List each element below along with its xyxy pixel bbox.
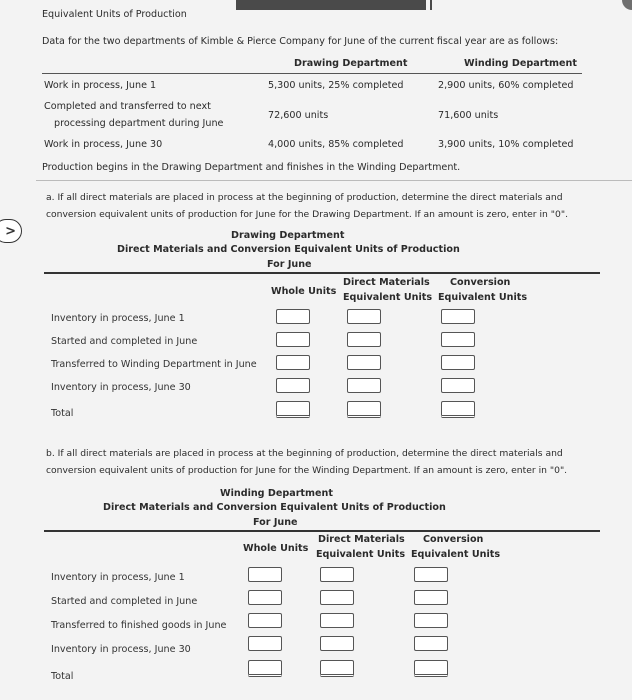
part-b-subtitle: Direct Materials and Conversion Equivalent Units of Production (103, 502, 446, 513)
part-a-whole-input-total[interactable] (276, 401, 310, 418)
row-completed-winding: 71,600 units (438, 110, 499, 121)
part-b-conv-input-total[interactable] (414, 660, 448, 677)
row-wip-june1-drawing: 5,300 units, 25% completed (268, 80, 404, 91)
part-a-row-label-4: Inventory in process, June 30 (51, 382, 191, 393)
section-divider (36, 180, 632, 181)
part-a-conv-input-4[interactable] (441, 378, 475, 393)
part-a-dm-input-3[interactable] (347, 355, 381, 370)
page-title: Equivalent Units of Production (42, 9, 187, 20)
part-b-whole-input-1[interactable] (248, 567, 282, 582)
col-drawing-header: Drawing Department (294, 58, 408, 69)
part-b-whole-input-4[interactable] (248, 636, 282, 651)
part-a-col-dm-2: Equivalent Units (343, 292, 433, 303)
part-b-header-rule (44, 530, 600, 532)
part-a-dept-title: Drawing Department (231, 230, 345, 241)
chevron-right-icon[interactable]: > (0, 219, 22, 243)
part-b-conv-input-4[interactable] (414, 636, 448, 651)
row-completed-label-1: Completed and transferred to next (44, 101, 211, 112)
part-a-subtitle: Direct Materials and Conversion Equivalent Units of Production (117, 244, 460, 255)
part-a-question-2: conversion equivalent units of production for June for the Drawing Department. If an amount is zero, enter in "0". (46, 209, 568, 220)
part-b-dm-input-3[interactable] (320, 613, 354, 628)
part-b-row-label-3: Transferred to finished goods in June (51, 620, 227, 631)
part-b-whole-input-3[interactable] (248, 613, 282, 628)
top-image-bar (236, 0, 426, 10)
row-completed-label-2: processing department during June (54, 118, 224, 129)
part-a-dm-input-2[interactable] (347, 332, 381, 347)
part-a-conv-input-total[interactable] (441, 401, 475, 418)
intro-text: Data for the two departments of Kimble & Pierce Company for June of the current fiscal year are as follows: (42, 36, 559, 47)
part-b-conv-input-3[interactable] (414, 613, 448, 628)
col-winding-header: Winding Department (464, 58, 577, 69)
part-a-period: For June (267, 259, 312, 270)
top-image-divider (430, 0, 432, 10)
part-a-row-label-total: Total (51, 408, 74, 419)
part-a-row-label-3: Transferred to Winding Department in June (51, 359, 257, 370)
part-b-dept-title: Winding Department (220, 488, 333, 499)
part-a-conv-input-3[interactable] (441, 355, 475, 370)
corner-indicator (622, 0, 632, 10)
part-b-row-label-4: Inventory in process, June 30 (51, 644, 191, 655)
data-table-divider (42, 73, 582, 74)
part-b-question-2: conversion equivalent units of production for June for the Winding Department. If an amount is zero, enter in "0". (46, 465, 568, 476)
part-a-header-rule (44, 272, 600, 274)
part-a-whole-input-1[interactable] (276, 309, 310, 324)
part-b-conv-input-1[interactable] (414, 567, 448, 582)
row-wip-june30-winding: 3,900 units, 10% completed (438, 139, 574, 150)
part-a-conv-input-2[interactable] (441, 332, 475, 347)
part-b-whole-input-2[interactable] (248, 590, 282, 605)
part-b-period: For June (253, 517, 298, 528)
part-b-col-dm-1: Direct Materials (318, 534, 405, 545)
part-b-dm-input-2[interactable] (320, 590, 354, 605)
part-b-col-dm-2: Equivalent Units (316, 549, 406, 560)
part-a-dm-input-4[interactable] (347, 378, 381, 393)
part-b-row-label-total: Total (51, 671, 74, 682)
part-a-row-label-1: Inventory in process, June 1 (51, 313, 185, 324)
part-a-col-conv-1: Conversion (450, 277, 511, 288)
part-a-conv-input-1[interactable] (441, 309, 475, 324)
part-b-whole-input-total[interactable] (248, 660, 282, 677)
part-a-row-label-2: Started and completed in June (51, 336, 198, 347)
part-a-col-whole: Whole Units (271, 286, 337, 297)
row-wip-june1-winding: 2,900 units, 60% completed (438, 80, 574, 91)
part-a-col-dm-1: Direct Materials (343, 277, 430, 288)
row-wip-june1-label: Work in process, June 1 (44, 80, 157, 91)
part-a-whole-input-4[interactable] (276, 378, 310, 393)
part-a-dm-input-1[interactable] (347, 309, 381, 324)
part-b-col-conv-2: Equivalent Units (411, 549, 501, 560)
row-wip-june30-drawing: 4,000 units, 85% completed (268, 139, 404, 150)
part-b-col-conv-1: Conversion (423, 534, 484, 545)
part-a-whole-input-2[interactable] (276, 332, 310, 347)
part-b-conv-input-2[interactable] (414, 590, 448, 605)
part-a-col-conv-2: Equivalent Units (438, 292, 528, 303)
part-b-row-label-2: Started and completed in June (51, 596, 198, 607)
part-a-whole-input-3[interactable] (276, 355, 310, 370)
part-b-dm-input-4[interactable] (320, 636, 354, 651)
row-completed-drawing: 72,600 units (268, 110, 329, 121)
row-wip-june30-label: Work in process, June 30 (44, 139, 163, 150)
part-a-question-1: a. If all direct materials are placed in process at the beginning of production, determine the direct materials and (46, 192, 563, 203)
part-b-row-label-1: Inventory in process, June 1 (51, 572, 185, 583)
part-b-col-whole: Whole Units (243, 543, 309, 554)
production-note: Production begins in the Drawing Department and finishes in the Winding Department. (42, 162, 461, 173)
part-b-dm-input-total[interactable] (320, 660, 354, 677)
part-a-dm-input-total[interactable] (347, 401, 381, 418)
part-b-question-1: b. If all direct materials are placed in process at the beginning of production, determine the direct materials and (46, 448, 563, 459)
part-b-dm-input-1[interactable] (320, 567, 354, 582)
